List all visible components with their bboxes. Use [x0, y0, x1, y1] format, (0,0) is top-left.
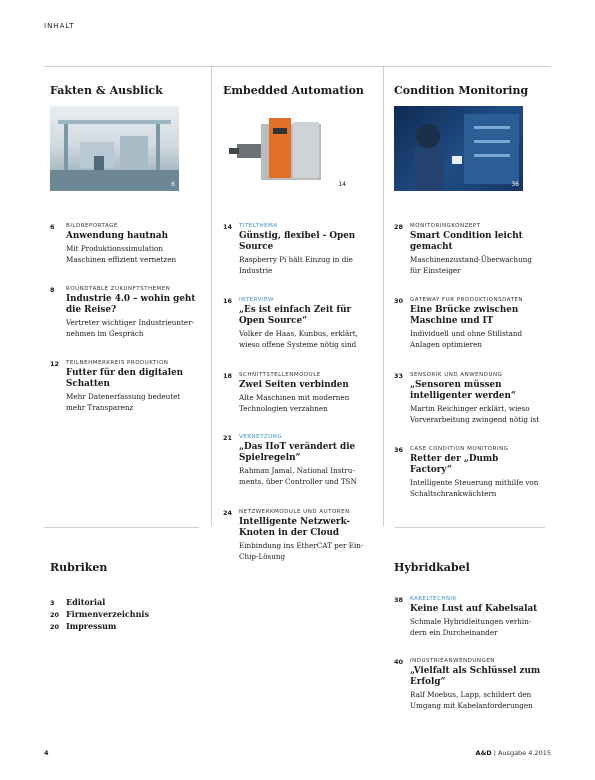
- rubrik-item[interactable]: [50, 621, 116, 631]
- toc-entry[interactable]: [223, 372, 371, 414]
- technician-illustration: [394, 106, 523, 191]
- entry-title: „Sensoren müssen intelligenter werden“: [410, 380, 516, 401]
- rubrik-page-number: 20: [50, 623, 60, 631]
- hybridkabel-heading: Hybridkabel: [394, 561, 470, 574]
- entry-page-number: 38: [394, 596, 404, 604]
- entry-kicker: MONITORINGKONZEPT: [410, 223, 481, 229]
- entry-summary: Ralf Moebus, Lapp, schildert den Umgang mit Kabelanforderungen: [410, 690, 533, 710]
- rubriken-divider: [44, 527, 199, 528]
- entry-summary: Schmale Hybridleitungen verhindern ein Durcheinander: [410, 617, 532, 637]
- entry-summary: Raspberry Pi hält Einzug in die Industrie: [239, 255, 353, 275]
- column-heading: Condition Monitoring: [394, 84, 529, 97]
- entry-page-number: 33: [394, 372, 404, 380]
- entry-kicker: INTERVIEW: [239, 297, 274, 303]
- entry-page-number: 18: [223, 372, 233, 380]
- factory-image: [50, 106, 179, 191]
- entry-kicker: TEILNEHMERKREIS PRODUKTION: [66, 360, 169, 366]
- entry-summary: Maschinenzustand-Überwachung für Einsteiger: [410, 255, 533, 275]
- entry-summary: Martin Reichinger erklärt, wieso Vorverarbeitung zwingend nötig ist: [410, 404, 540, 424]
- toc-entry[interactable]: [394, 297, 542, 350]
- rubrik-label: Firmenverzeichnis: [66, 609, 149, 619]
- toc-entry[interactable]: [394, 658, 542, 711]
- toc-entry[interactable]: [223, 223, 371, 276]
- entry-summary: Mehr Datenerfassung bedeutet mehr Transparenz: [66, 392, 181, 412]
- image-page-number: 14: [338, 181, 346, 188]
- entry-page-number: 14: [223, 223, 233, 231]
- entry-kicker: GATEWAY FÜR PRODUKTIONSDATEN: [410, 297, 524, 303]
- entry-page-number: 16: [223, 297, 233, 305]
- toc-entry[interactable]: [223, 509, 371, 562]
- entry-page-number: 28: [394, 223, 404, 231]
- entry-title: Futter für den digitalen Schatten: [66, 368, 184, 389]
- toc-entry[interactable]: [50, 360, 198, 413]
- column-divider: [383, 66, 384, 526]
- entry-page-number: 12: [50, 360, 60, 368]
- entry-kicker: NETZWERKMODULE UND AUTOREN: [239, 509, 350, 515]
- toc-entry[interactable]: [394, 446, 542, 499]
- column-divider: [211, 66, 212, 526]
- entry-kicker: SCHNITTSTELLENMODULE: [239, 372, 321, 378]
- rubrik-page-number: 20: [50, 611, 60, 619]
- entry-page-number: 6: [50, 223, 55, 231]
- factory-illustration: [50, 106, 179, 191]
- entry-kicker: KABELTECHNIK: [410, 596, 457, 602]
- rubrik-item[interactable]: [50, 609, 149, 619]
- entry-title: Keine Lust auf Kabelsalat: [410, 604, 538, 614]
- entry-kicker: BILDREPORTAGE: [66, 223, 118, 229]
- entry-kicker: VERNETZUNG: [239, 434, 283, 440]
- hybridkabel-divider: [395, 527, 545, 528]
- entry-title: Intelligente Netzwerk-Knoten in der Cloud: [239, 517, 350, 538]
- entry-summary: Individuell und ohne Stillstand Anlagen optimieren: [410, 329, 523, 349]
- toc-entry[interactable]: [394, 596, 542, 638]
- entry-summary: Alte Maschinen mit modernen Technologien verzahnen: [239, 393, 350, 413]
- module-image: [223, 106, 350, 191]
- entry-page-number: 21: [223, 434, 233, 442]
- entry-title: Retter der „Dumb Factory“: [410, 454, 499, 475]
- entry-title: Industrie 4.0 – wohin geht die Reise?: [66, 294, 196, 315]
- entry-title: Eine Brücke zwischen Maschine und IT: [410, 305, 519, 326]
- entry-kicker: SENSORIK UND ANWENDUNG: [410, 372, 503, 378]
- entry-kicker: CASE CONDITION MONITORING: [410, 446, 509, 452]
- entry-title: Anwendung hautnah: [66, 231, 168, 241]
- entry-page-number: 40: [394, 658, 404, 666]
- entry-title: Günstig, flexibel - Open Source: [239, 231, 356, 252]
- entry-kicker: INDUSTRIEANWENDUNGEN: [410, 658, 495, 664]
- section-label: INHALT: [44, 22, 75, 30]
- footer-brand: A&D: [475, 749, 492, 757]
- column-heading: Embedded Automation: [223, 84, 364, 97]
- toc-entry[interactable]: [394, 372, 542, 425]
- image-page-number: 36: [511, 181, 519, 188]
- toc-entry[interactable]: [223, 434, 371, 487]
- entry-title: „Es ist einfach Zeit für Open Source“: [239, 305, 352, 326]
- entry-title: Zwei Seiten verbinden: [239, 380, 349, 390]
- entry-summary: Mit Produktionssimulation Maschinen effizient vernetzen: [66, 244, 177, 264]
- column-heading: Fakten & Ausblick: [50, 84, 163, 97]
- entry-kicker: ROUNDTABLE ZUKUNFTSTHEMEN: [66, 286, 171, 292]
- toc-entry[interactable]: [223, 297, 371, 350]
- footer-page-number: 4: [44, 749, 49, 757]
- entry-title: „Das IIoT verändert die Spielregeln“: [239, 442, 356, 463]
- rubrik-item[interactable]: [50, 597, 105, 607]
- entry-title: „Vielfalt als Schlüssel zum Erfolg“: [410, 666, 541, 687]
- entry-page-number: 30: [394, 297, 404, 305]
- module-illustration: [223, 106, 350, 191]
- top-divider: [44, 66, 551, 67]
- toc-entry[interactable]: [394, 223, 542, 276]
- entry-summary: Volker de Haas, Kunbus, erklärt, wieso offene Systeme nötig sind: [239, 329, 358, 349]
- rubrik-label: Impressum: [66, 621, 117, 631]
- entry-summary: Vertreter wichtiger Industrieunternehmen im Gespräch: [66, 318, 195, 338]
- toc-entry[interactable]: [50, 223, 198, 265]
- entry-page-number: 24: [223, 509, 233, 517]
- entry-page-number: 36: [394, 446, 404, 454]
- entry-page-number: 8: [50, 286, 55, 294]
- entry-summary: Intelligente Steuerung mithilfe von Schaltschrankwächtern: [410, 478, 539, 498]
- entry-title: Smart Condition leicht gemacht: [410, 231, 523, 252]
- entry-kicker: TITELTHEMA: [239, 223, 278, 229]
- technician-image: [394, 106, 523, 191]
- rubrik-label: Editorial: [66, 597, 106, 607]
- entry-summary: Einbindung ins EtherCAT per Ein-Chip-Lösung: [239, 541, 364, 561]
- toc-entry[interactable]: [50, 286, 198, 339]
- footer-issue: [476, 749, 551, 757]
- footer-issue-text: | Ausgabe 4.2015: [493, 749, 551, 757]
- entry-summary: Rahman Jamal, National Instruments, über Controller und TSN: [239, 466, 357, 486]
- rubriken-heading: Rubriken: [50, 561, 108, 574]
- image-page-number: 6: [171, 181, 175, 188]
- rubrik-page-number: 3: [50, 599, 55, 607]
